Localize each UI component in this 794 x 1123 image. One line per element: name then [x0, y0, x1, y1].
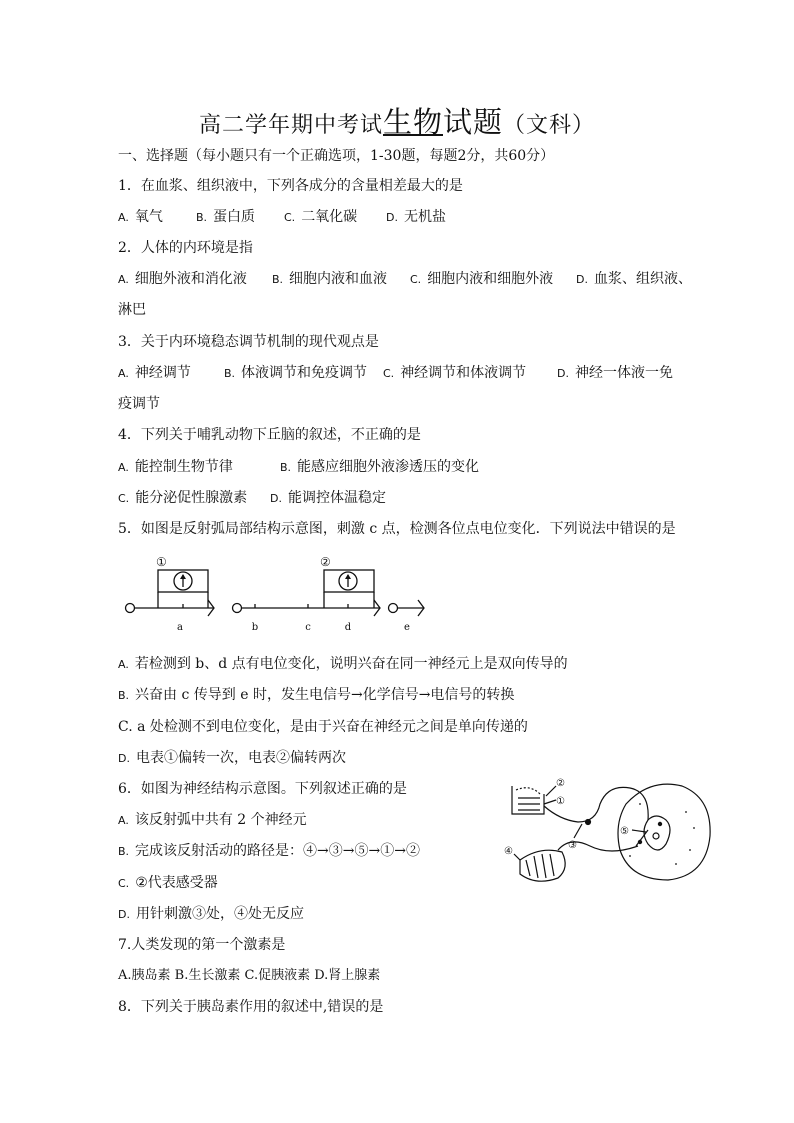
q6-option-b: [118, 842, 420, 861]
white-matter-dot-3: [689, 849, 691, 851]
q5-d-text: 电表①偏转一次，电表②偏转两次: [135, 750, 346, 766]
q4-d-label: D.: [270, 492, 282, 505]
q2-d-label: D.: [576, 273, 588, 286]
q4-b-text: 能感应细胞外液渗透压的变化: [297, 459, 480, 475]
q7-options: A.胰岛素 B.生长激素 C.促胰液素 D.肾上腺素: [118, 968, 381, 983]
q3-option-b: [224, 364, 367, 383]
q6-c-text: ②代表感受器: [135, 875, 218, 891]
muscle-stripe-4: [550, 854, 554, 876]
q6-a-label: A.: [118, 814, 129, 827]
q6-b-label: B.: [118, 845, 130, 858]
point-c-label: c: [305, 622, 311, 633]
q6-b-text: 完成该反射活动的路径是：④→③→⑤→①→②: [135, 843, 420, 859]
spinal-cord-outline: [618, 784, 710, 880]
q6-a-text: 该反射弧中共有 2 个神经元: [134, 812, 307, 828]
q8-stem: 8．下列关于胰岛素作用的叙述中,错误的是: [118, 999, 384, 1015]
q6-d-text: 用针刺激③处，④处无反应: [135, 906, 304, 922]
q1-a-text: 氧气: [134, 209, 163, 225]
q1-stem: 1．在血浆、组织液中，下列各成分的含量相差最大的是: [118, 178, 463, 194]
q3-option-a: [118, 364, 191, 383]
point-b-label: b: [251, 622, 259, 633]
q3-d-text: 神经一体液一免: [574, 365, 673, 381]
q1-option-d: [386, 208, 446, 227]
q1-option-a: [118, 208, 163, 227]
q5-option-b: [118, 686, 514, 705]
q4-c-text: 能分泌促性腺激素: [135, 490, 248, 506]
white-matter-dot-5: [639, 803, 641, 805]
q4-b-label: B.: [280, 461, 292, 474]
title-subject: 生物: [382, 105, 443, 139]
white-matter-dot-1: [685, 811, 687, 813]
q2-a-label: A.: [118, 273, 129, 286]
q2-a-text: 细胞外液和消化液: [134, 271, 247, 287]
label-n2: ②: [556, 778, 565, 789]
neuron2-body: [233, 604, 242, 613]
white-matter-dot-2: [693, 827, 695, 829]
interneuron: [636, 830, 648, 846]
q1-b-text: 蛋白质: [213, 209, 256, 225]
white-matter-dot-4: [675, 863, 677, 865]
exam-title: [0, 100, 794, 141]
q5-a-text: 若检测到 b、d 点有电位变化，说明兴奋在同一神经元上是双向传导的: [134, 656, 568, 672]
q2-option-c: [410, 270, 553, 289]
central-canal: [653, 833, 659, 839]
q5-b-text: 兴奋由 c 传导到 e 时，发生电信号→化学信号→电信号的转换: [135, 687, 515, 703]
muscle-stripe-1: [526, 860, 530, 876]
title-part-4: （文科）: [503, 113, 596, 138]
q3-b-text: 体液调节和免疫调节: [241, 365, 368, 381]
reflex-arc-diagram: [118, 550, 448, 640]
q2-c-label: C.: [410, 273, 422, 286]
muscle-stripe-3: [542, 854, 546, 878]
q2-option-d: [576, 270, 692, 289]
q4-option-d: [270, 489, 386, 508]
q3-a-label: A.: [118, 367, 129, 380]
q5-option-a: [118, 655, 568, 674]
q4-c-label: C.: [118, 492, 130, 505]
label-n4: ④: [504, 846, 513, 857]
meter1-label: ①: [156, 555, 167, 569]
title-part-1: 高二学年期中考试: [198, 113, 383, 138]
label-n5: ⑤: [620, 826, 629, 837]
q4-option-a: [118, 458, 233, 477]
q4-a-text: 能控制生物节律: [134, 459, 233, 475]
q1-d-text: 无机盐: [403, 209, 446, 225]
q4-d-text: 能调控体温稳定: [287, 490, 386, 506]
q3-b-label: B.: [224, 367, 236, 380]
point-d-label: d: [344, 622, 352, 633]
q6-stem: 6．如图为神经结构示意图。下列叙述正确的是: [118, 781, 407, 797]
q6-d-label: D.: [118, 908, 130, 921]
neural-structure-diagram: [500, 764, 720, 894]
q1-d-label: D.: [386, 211, 398, 224]
skin-surface: [516, 788, 540, 794]
label-n3: ③: [568, 840, 577, 851]
point-e-label: e: [404, 622, 410, 633]
q3-a-text: 神经调节: [134, 365, 191, 381]
q1-option-c: [284, 208, 357, 227]
q4-option-c: [118, 489, 247, 508]
leader-2: [546, 786, 556, 796]
neuron1-body: [126, 604, 135, 613]
white-matter-dot-6: [629, 855, 631, 857]
q2-stem: 2．人体的内环境是指: [118, 240, 253, 256]
q1-c-label: C.: [284, 211, 296, 224]
q5-b-label: B.: [118, 689, 130, 702]
q6-option-c: [118, 874, 218, 893]
q2-d-text: 血浆、组织液、: [593, 271, 692, 287]
q7-stem: 7.人类发现的第一个激素是: [118, 937, 286, 953]
neuron3-body: [389, 604, 398, 613]
q2-c-text: 细胞内液和细胞外液: [427, 271, 554, 287]
q2-b-text: 细胞内液和血液: [289, 271, 388, 287]
q3-option-c: [383, 364, 526, 383]
muscle-stripe-2: [534, 856, 538, 878]
q3-d-label: D.: [557, 367, 569, 380]
q5-stem: 5．如图是反射弧局部结构示意图，刺激 c 点，检测各位点电位变化．下列说法中错误的是: [118, 521, 676, 537]
q3-c-label: C.: [383, 367, 395, 380]
meter2-label: ②: [320, 555, 331, 569]
leader-4: [514, 854, 520, 860]
section-heading: 一、选择题（每小题只有一个正确选项，1-30题，每题2分，共60分）: [118, 148, 555, 164]
q3-continuation: 疫调节: [118, 396, 160, 412]
leader-1: [544, 800, 556, 804]
q2-option-a: [118, 270, 247, 289]
q3-stem: 3．关于内环境稳态调节机制的现代观点是: [118, 334, 379, 350]
leader-3: [574, 824, 582, 838]
q3-c-text: 神经调节和体液调节: [400, 365, 527, 381]
q1-option-b: [196, 208, 255, 227]
title-part-3: 试题: [443, 105, 504, 139]
q6-option-d: [118, 905, 304, 924]
label-n1: ①: [556, 796, 565, 807]
q2-option-b: [272, 270, 387, 289]
q4-stem: 4．下列关于哺乳动物下丘脑的叙述，不正确的是: [118, 427, 421, 443]
q5-d-label: D.: [118, 752, 130, 765]
q5-option-d: [118, 749, 346, 768]
q4-option-b: [280, 458, 479, 477]
q1-a-label: A.: [118, 211, 129, 224]
q5-a-label: A.: [118, 658, 129, 671]
ganglion: [586, 820, 591, 825]
q2-b-label: B.: [272, 273, 284, 286]
q1-c-text: 二氧化碳: [301, 209, 358, 225]
synapse-dot-1: [638, 840, 642, 844]
q4-a-label: A.: [118, 461, 129, 474]
q6-c-label: C.: [118, 877, 130, 890]
q2-continuation: 淋巴: [118, 302, 146, 318]
synapse-dot-2: [658, 822, 662, 826]
q5-option-c: C. a 处检测不到电位变化，是由于兴奋在神经元之间是单向传递的: [118, 719, 528, 735]
q1-b-label: B.: [196, 211, 208, 224]
q3-option-d: [557, 364, 673, 383]
point-a-label: a: [177, 622, 183, 633]
q6-option-a: [118, 811, 307, 830]
